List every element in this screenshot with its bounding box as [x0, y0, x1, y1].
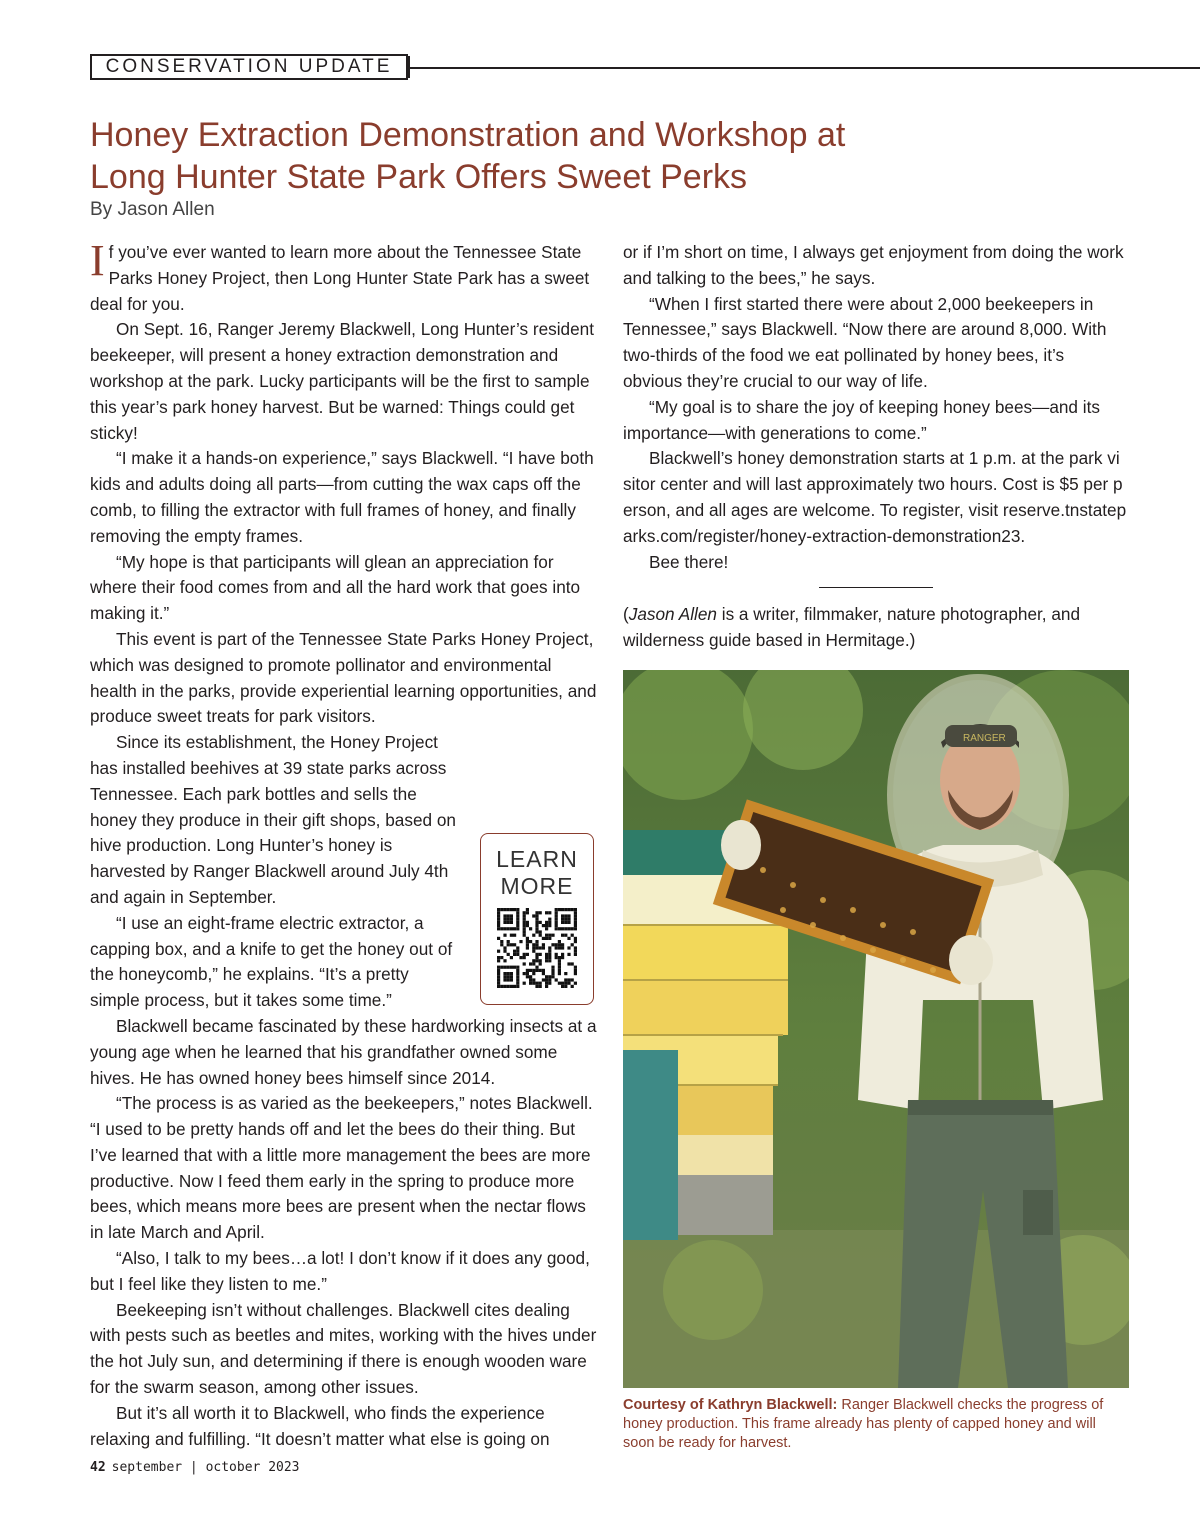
paragraph: But it’s all worth it to Blackwell, who finds the experience relaxing and fulfilling. “It doesn’t matter what else is going on — [90, 1402, 550, 1449]
paragraph: If you’ve ever wanted to learn more about the Tennessee State Parks Honey Project, then Long Hunter State Park has a sweet deal for you. — [90, 236, 590, 314]
paragraph: “I use an eight-frame electric extractor, a capping box, and a knife to get the honey out of the honeycomb,” he explains. “It’s a pretty simple process, but it takes some time.” — [90, 912, 453, 1011]
paragraph: “My hope is that participants will glean an appreciation for where their food comes from and all the hard work that goes into making it.” — [90, 551, 581, 624]
learn-more-label: LEARN MORE — [496, 846, 578, 899]
paragraph: “Also, I talk to my bees…a lot! I don’t know if it does any good, but I feel like they listen to me.” — [90, 1248, 590, 1294]
paragraph: Blackwell’s honey demonstration starts at 1 p.m. at the park visitor center and will last approximately two hours. Cost is $5 per person, and all ages are welcome. To register, visit reserve.tnstateparks.com/register/honey-extraction-demonstration23. — [623, 448, 1127, 546]
paragraph: This event is part of the Tennessee State Parks Honey Project, which was designed to promote pollinator and environmental health in the parks, provide experiential learning opportunities, and produce sweet treats for park visitors. — [90, 628, 597, 727]
paragraph: Blackwell became fascinated by these hardworking insects at a young age when he learned that his grandfather owned some hives. He has owned honey bees himself since 2014. — [90, 1015, 597, 1088]
photo-caption: Courtesy of Kathryn Blackwell: Ranger Blackwell checks the progress of honey production. This frame already has plenty of capped honey and will soon be ready for harvest. — [623, 1397, 1104, 1451]
paragraph: On Sept. 16, Ranger Jeremy Blackwell, Long Hunter’s resident beekeeper, will present a honey extraction demonstration and workshop at the park. Lucky participants will be the first to sample this year’s park honey harvest. But be warned: Things could get sticky! — [90, 319, 594, 443]
page-footer — [90, 1460, 300, 1475]
qr-code-icon[interactable] — [497, 908, 577, 988]
paragraph: “When I first started there were about 2,000 beekeepers in Tennessee,” says Blackwell. “Now there are around 8,000. With two-thirds of the food we eat pollinated by honey bees, it’s obvious they’re crucial to our way of life. — [623, 293, 1107, 391]
page-number: 42 — [90, 1460, 106, 1475]
byline: By Jason Allen — [90, 199, 215, 220]
learn-more-box[interactable] — [480, 833, 594, 1005]
paragraph: Beekeeping isn’t without challenges. Blackwell cites dealing with pests such as beetles and mites, working with the hives under the hot July sun, and determining if there is enough wooden ware for the swarm season, among other issues. — [90, 1299, 597, 1398]
paragraph: or if I’m short on time, I always get enjoyment from doing the work and talking to the bees,” he says. — [623, 242, 1124, 288]
paragraph: Since its establishment, the Honey Project has installed beehives at 39 state parks across Tennessee. Each park bottles and sells the honey they produce in their gift shops, based on hive production. Long Hunter’s honey is harvested by Ranger Blackwell around July 4th and again in September. — [90, 732, 456, 907]
drop-cap: I — [90, 236, 105, 285]
paragraph: “My goal is to share the joy of keeping honey bees—and its importance—with generations to come.” — [623, 396, 1100, 443]
paragraph: “The process is as varied as the beekeepers,” notes Blackwell. “I used to be pretty hands off and let the bees do their thing. But I’ve learned that with a little more management the bees are more productive. Now I feed them early in the spring to produce more bees, which means more bees are present when the nectar flows in late March and April. — [90, 1093, 593, 1243]
right-column — [623, 240, 1128, 654]
cap-logo: RANGER — [963, 733, 1006, 744]
section-rule — [408, 67, 1200, 69]
paragraph: Bee there! — [649, 551, 729, 572]
article-title: Honey Extraction Demonstration and Workshop at Long Hunter State Park Offers Sweet Perks — [90, 116, 846, 196]
author-bio: (Jason Allen is a writer, filmmaker, nature photographer, and wilderness guide based in Hermitage.) — [623, 604, 1081, 651]
paragraph: “I make it a hands-on experience,” says Blackwell. “I have both kids and adults doing all parts—from cutting the wax caps off the comb, to filling the extractor with full frames of honey, and finally removing the empty frames. — [90, 448, 594, 546]
divider — [819, 587, 933, 588]
beekeeper-photo — [623, 670, 1129, 1388]
issue-date: september | october 2023 — [111, 1460, 300, 1475]
section-label: CONSERVATION UPDATE — [90, 54, 408, 80]
